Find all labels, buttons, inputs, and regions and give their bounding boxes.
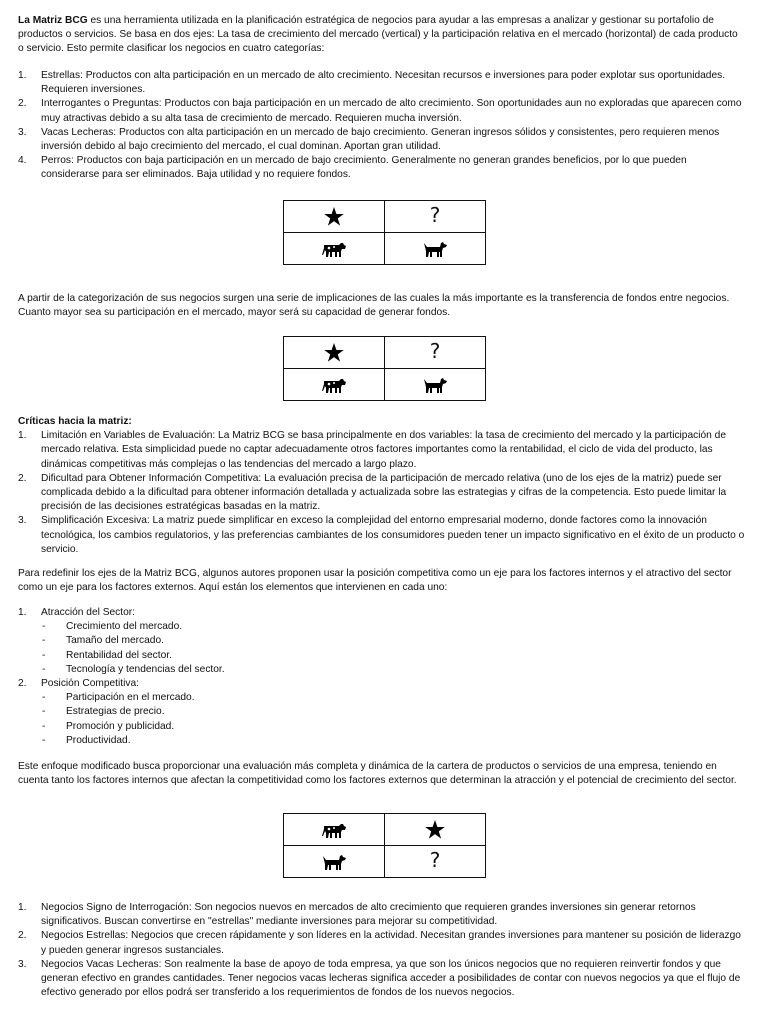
list-item (18, 606, 746, 620)
matrix-cell (284, 201, 385, 233)
question-mark: ? (429, 339, 441, 364)
sub-item-text: Productividad. (66, 734, 131, 746)
sub-item (18, 663, 746, 677)
list-number: 1. (18, 430, 27, 442)
matrix-cell (284, 369, 385, 401)
approach-paragraph (18, 760, 746, 788)
star-icon (324, 207, 344, 226)
list-number: 2. (18, 98, 27, 110)
list-number: 3. (18, 958, 27, 970)
dash-bullet: - (42, 734, 46, 746)
matrix-cell (284, 814, 385, 846)
list-number: 3. (18, 126, 27, 138)
dash-bullet: - (42, 692, 46, 704)
sub-item-text: Participación en el mercado. (66, 692, 195, 704)
list-item (18, 472, 746, 515)
list-item (18, 97, 746, 125)
dash-bullet: - (42, 663, 46, 675)
list-text: Negocios Estrellas: Negocios que crecen rápidamente y son líderes en la actividad. Necesitan grandes inversiones para mantener su posición de liderazgo y pueden generar ingresos sustanciales. (41, 930, 741, 956)
paragraph-text: Este enfoque modificado busca proporcionar una evaluación más completa y dinámica de la cartera de productos o servicios de una empresa, teniendo en cuenta tanto los factores internos que afectan la competitividad como los factores externos que determinan la atracción y el potencial de crecimiento del sector. (18, 761, 737, 787)
dash-bullet: - (42, 706, 46, 718)
list-item (18, 901, 746, 929)
sub-item (18, 705, 746, 719)
list-item (18, 126, 746, 154)
axes-list (18, 606, 746, 748)
sub-item (18, 620, 746, 634)
list-text: Atracción del Sector: (41, 607, 135, 618)
dash-bullet: - (42, 720, 46, 732)
question-mark: ? (429, 203, 441, 228)
intro-title: La Matriz BCG (18, 15, 88, 26)
list-item (18, 958, 746, 1001)
negocios-list (18, 901, 746, 1000)
dog-icon (423, 241, 447, 257)
list-text: Limitación en Variables de Evaluación: La Matriz BCG se basa principalmente en dos variables: la tasa de crecimiento del mercado y la participación de mercado relativa. Esta simplicidad puede no captar adecuadamente otros factores importantes como la rentabilidad, el ciclo de vida del producto, las dinámicas competitivas más complejas o las tendencias del mercado a largo plazo. (41, 430, 726, 470)
list-text: Vacas Lecheras: Productos con alta participación en un mercado de bajo crecimiento. Generan ingresos sólidos y consistentes, pero requieren menos inversión debido al bajo crecimiento del mercado, el cual dominan. Aportan gran utilidad. (41, 126, 720, 153)
sub-item (18, 720, 746, 734)
transfer-paragraph (18, 292, 746, 320)
list-text: Negocios Signo de Interrogación: Son negocios nuevos en mercados de alto crecimiento que requieren grandes inversiones sin generar retornos significativos. Buscan convertirse en "estrellas" mediante inversiones para mejorar su competitividad. (41, 902, 696, 928)
bcg-matrix-2 (283, 336, 486, 401)
redefine-paragraph (18, 567, 746, 595)
section-heading: Críticas hacia la matriz: (18, 416, 132, 427)
matrix-cell (284, 337, 385, 369)
list-text: Simplificación Excesiva: La matriz puede simplificar en exceso la complejidad del entorno empresarial moderno, donde factores como la innovación tecnológica, los cambios regulatorios, y las preferencias cambiantes de los consumidores pueden tener un impacto significativo en el éxito de un producto o servicio. (41, 515, 745, 555)
list-number: 1. (18, 70, 27, 81)
sub-item (18, 691, 746, 705)
matrix-cell (385, 369, 486, 401)
sub-item-text: Rentabilidad del sector. (66, 649, 172, 661)
matrix-cell (385, 201, 486, 233)
list-text: Estrellas: Productos con alta participación en un mercado de alto crecimiento. Necesitan recursos e inversiones para poder explotar sus oportunidades. Requieren inversiones. (41, 70, 726, 96)
dog-icon (423, 377, 447, 393)
intro-paragraph (18, 14, 746, 57)
star-icon (425, 820, 445, 839)
list-item (18, 154, 746, 182)
intro-text: es una herramienta utilizada en la planificación estratégica de negocios para ayudar a las empresas a analizar y gestionar su portafolio de productos o servicios. Se basa en dos ejes: La tasa de crecimiento del mercado (vertical) y la participación relativa en el mercado (horizontal) de cada producto o servicio. Esto permite clasificar los negocios en cuatro categorías: (18, 15, 738, 55)
list-item (18, 929, 746, 957)
sub-item (18, 734, 746, 748)
categories-list (18, 69, 746, 183)
list-number: 3. (18, 515, 27, 527)
sub-item-text: Promoción y publicidad. (66, 720, 175, 732)
dog-icon (322, 854, 346, 870)
list-text: Interrogantes o Preguntas: Productos con baja participación en un mercado de alto crecimiento. Son oportunidades aun no exploradas que aparecen como muy atractivas debido a su alta tasa de crecimiento de mercado. Requieren mucha inversión. (41, 98, 742, 124)
matrix-cell (385, 846, 486, 878)
list-text: Perros: Productos con baja participación en un mercado de bajo crecimiento. Generalmente no generan grandes beneficios, por lo que pueden considerarse para ser eliminados. Baja utilidad y no requiere fondos. (41, 155, 687, 181)
cow-icon (322, 822, 346, 838)
criticas-section (18, 415, 746, 557)
paragraph-text: A partir de la categorización de sus negocios surgen una serie de implicaciones de las cuales la más importante es la transferencia de fondos entre negocios. Cuanto mayor sea su participación en el mercado, mayor será su capacidad de generar fondos. (18, 293, 730, 319)
list-text: Negocios Vacas Lecheras: Son realmente la base de apoyo de toda empresa, ya que son los únicos negocios que no requieren reinvertir fondos y que generan efectivo en grandes cantidades. Tener negocios vacas lecheras significa acceder a posibilidades de contar con nuevos negocios ya que el flujo de efectivo generado por ellos podrá ser transferido a los requerimientos de fondos de los nuevos negocios. (41, 958, 741, 999)
dash-bullet: - (42, 649, 46, 661)
list-text: Dificultad para Obtener Información Competitiva: La evaluación precisa de la participación de mercado relativa (uno de los ejes de la matriz) puede ser complicada debido a la dificultad para obtener información detallada y actualizada sobre las estrategias y cifras de la competencia. Esto puede limitar la precisión de las decisiones estratégicas basadas en la matriz. (41, 472, 727, 513)
list-text: Posición Competitiva: (41, 678, 139, 690)
list-number: 2. (18, 472, 27, 484)
matrix-cell (284, 233, 385, 265)
cow-icon (322, 241, 346, 257)
list-item (18, 514, 746, 557)
star-icon (324, 343, 344, 362)
sub-item-text: Crecimiento del mercado. (66, 621, 183, 633)
list-number: 1. (18, 902, 27, 913)
list-item (18, 69, 746, 97)
bcg-matrix-1 (283, 200, 486, 265)
matrix-cell (385, 337, 486, 369)
list-item (18, 677, 746, 691)
matrix-cell (385, 814, 486, 846)
list-number: 4. (18, 155, 27, 167)
dash-bullet: - (42, 635, 46, 647)
matrix-cell (284, 846, 385, 878)
dash-bullet: - (42, 621, 46, 633)
bcg-matrix-3 (283, 813, 486, 878)
cow-icon (322, 377, 346, 393)
question-mark: ? (429, 848, 441, 873)
sub-item (18, 649, 746, 663)
sub-item-text: Tecnología y tendencias del sector. (66, 663, 225, 675)
sub-item (18, 634, 746, 648)
paragraph-text: Para redefinir los ejes de la Matriz BCG, algunos autores proponen usar la posición competitiva como un eje para los factores internos y el atractivo del sector como un eje para los factores externos. Aquí están los elementos que intervienen en cada uno: (18, 568, 732, 594)
sub-item-text: Tamaño del mercado. (66, 635, 164, 647)
list-number: 2. (18, 678, 27, 690)
matrix-cell (385, 233, 486, 265)
list-number: 2. (18, 930, 27, 942)
sub-item-text: Estrategias de precio. (66, 706, 165, 718)
list-item (18, 429, 746, 472)
list-number: 1. (18, 607, 27, 618)
